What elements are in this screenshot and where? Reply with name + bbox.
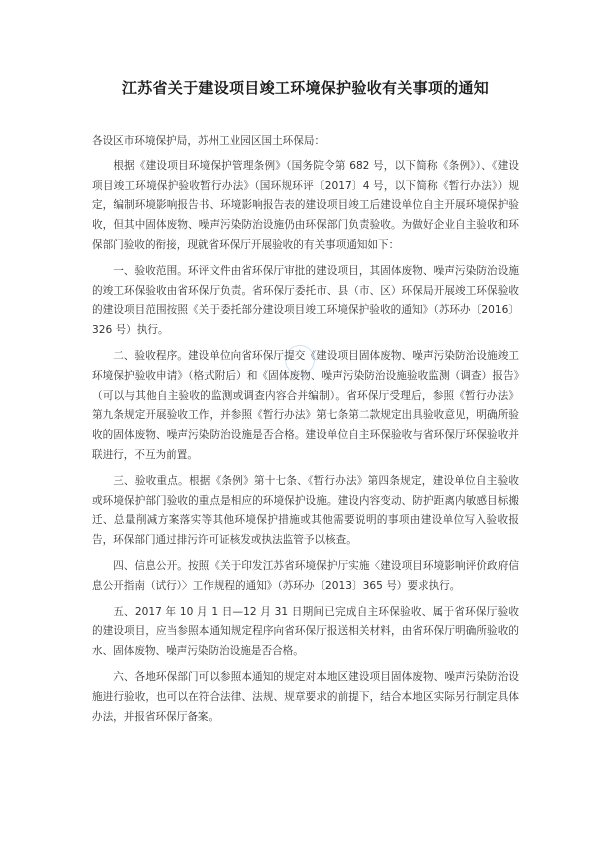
salutation: 各设区市环境保护局，苏州工业园区国土环保局： <box>92 135 326 147</box>
paragraph-transition: 五、2017 年 10 月 1 日—12 月 31 日期间已完成自主环保验收、属于省环保厅验收的建设项目，应当参照本通知规定程序向省环保厅报送相关材料，由省环保厅明确所验收的水、固体废物、噪声污染防治设施是否合格。 <box>92 605 519 658</box>
paragraph-local: 六、各地环保部门可以参照本通知的规定对本地区建设项目固体废物、噪声污染防治设施进行验收，也可以在符合法律、法规、规章要求的前提下，结合本地区实际另行制定具体办法，并报省环保厅备案。 <box>92 670 519 723</box>
document-body <box>92 132 519 727</box>
paragraph-procedure: 二、验收程序。建设单位向省环保厅提交《建设项目固体废物、噪声污染防治设施竣工环境保护验收申请》（格式附后）和《固体废物、噪声污染防治设施验收监测（调查）报告》（可以与其他自主验收的监测或调查内容合并编制）。省环保厅受理后，参照《暂行办法》第九条规定开展验收工作，并参照《暂行办法》第七条第二款规定出具验收意见，明确所验收的固体废物、噪声污染防治设施是否合格。建设单位自主环保验收与省环保厅环保验收并联进行，不互为前置。 <box>92 349 519 461</box>
paragraph-focus: 三、验收重点。根据《条例》第十七条、《暂行办法》第四条规定，建设单位自主验收或环境保护部门验收的重点是相应的环境保护设施。建设内容变动、防护距离内敏感目标搬迁、总量削减方案落实等其他环境保护措施或其他需要说明的事项由建设单位写入验收报告，环保部门通过排污许可证核发或执法监管予以核查。 <box>92 474 519 547</box>
paragraph-intro: 根据《建设项目环境保护管理条例》（国务院令第 682 号，以下简称《条例》）、《建设项目竣工环境保护验收暂行办法》（国环规环评〔2017〕4 号，以下简称《暂行办法》）规定，编制环境影响报告书、环境影响报告表的建设项目竣工后建设单位自主开展环境保护验收，但其中固体废物、噪声污染防治设施仍由环保部门负责验收。为做好企业自主验收和环保部门验收的衔接，现就省环保厅开展验收的有关事项通知如下： <box>92 159 519 251</box>
paragraph-scope: 一、验收范围。环评文件由省环保厅审批的建设项目，其固体废物、噪声污染防治设施的竣工环保验收由省环保厅负责。省环保厅委托市、县（市、区）环保局开展竣工环保验收的建设项目范围按照《关于委托部分建设项目竣工环境保护验收的通知》（苏环办〔2016〕326 号）执行。 <box>92 264 519 337</box>
paragraph-disclosure: 四、信息公开。按照《关于印发江苏省环境保护厅实施〈建设项目环境影响评价政府信息公开指南（试行）〉工作规程的通知》（苏环办〔2013〕365 号）要求执行。 <box>92 559 519 592</box>
document-title: 江苏省关于建设项目竣工环境保护验收有关事项的通知 <box>121 79 490 97</box>
